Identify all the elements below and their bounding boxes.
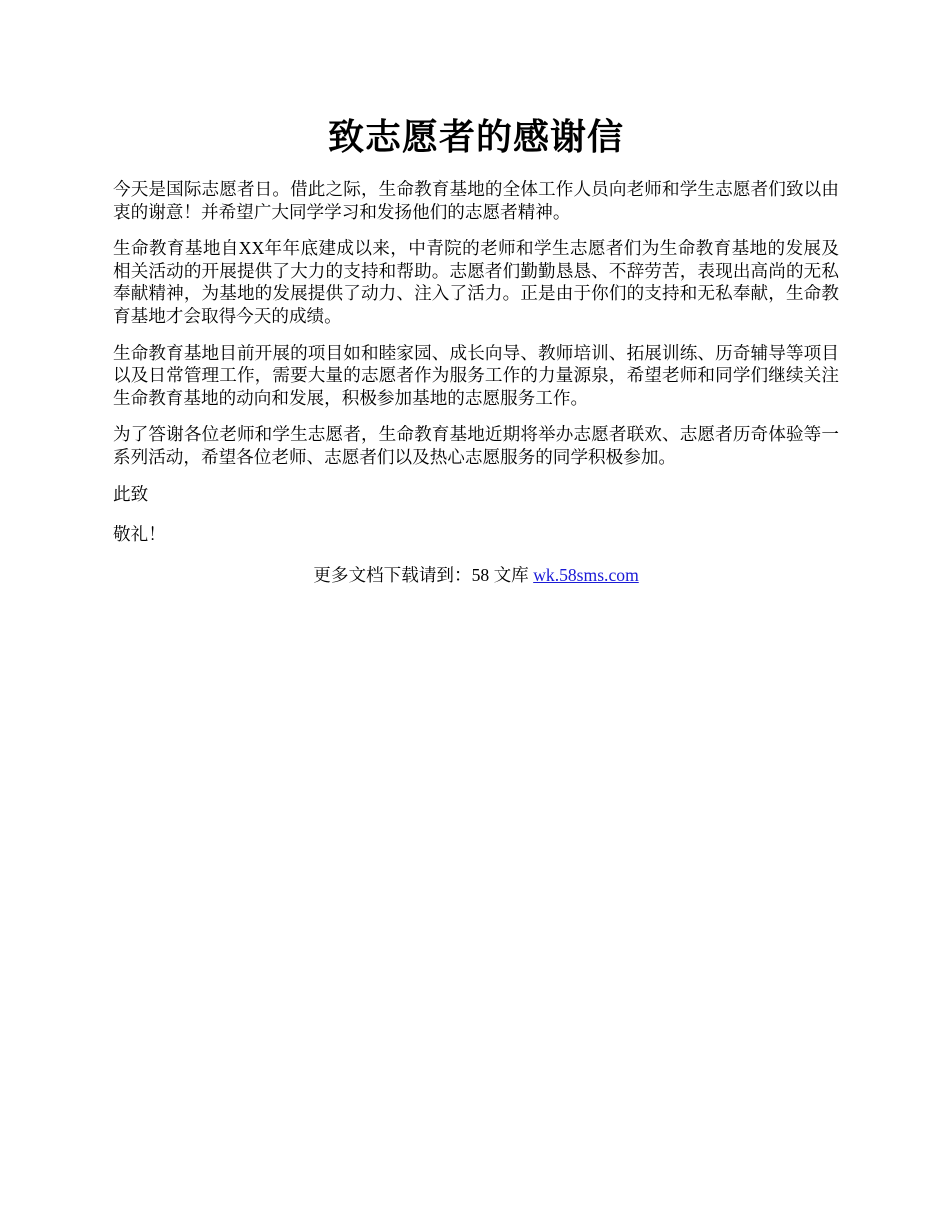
document-title: 致志愿者的感谢信	[327, 117, 624, 157]
paragraph-4: 为了答谢各位老师和学生志愿者，生命教育基地近期将举办志愿者联欢、志愿者历奇体验等一系列活动，希望各位老师、志愿者们以及热心志愿服务的同学积极参加。	[113, 424, 839, 467]
letter-body	[113, 178, 839, 546]
document-page	[113, 112, 839, 586]
paragraph-2: 生命教育基地自XX年年底建成以来，中青院的老师和学生志愿者们为生命教育基地的发展及相关活动的开展提供了大力的支持和帮助。志愿者们勤勤恳恳、不辞劳苦，表现出高尚的无私奉献精神，为基地的发展提供了动力、注入了活力。正是由于你们的支持和无私奉献，生命教育基地才会取得今天的成绩。	[113, 238, 839, 326]
closing-salutation: 此致	[113, 483, 149, 504]
footer-text: 更多文档下载请到：58 文库	[313, 564, 534, 585]
paragraph-3: 生命教育基地目前开展的项目如和睦家园、成长向导、教师培训、拓展训练、历奇辅导等项目以及日常管理工作，需要大量的志愿者作为服务工作的力量源泉，希望老师和同学们继续关注生命教育基地的动向和发展，积极参加基地的志愿服务工作。	[113, 342, 839, 408]
footer-link[interactable]: wk.58sms.com	[533, 564, 639, 585]
download-footer	[113, 564, 839, 587]
closing-regards: 敬礼！	[113, 524, 166, 545]
paragraph-1: 今天是国际志愿者日。借此之际，生命教育基地的全体工作人员向老师和学生志愿者们致以由衷的谢意！并希望广大同学学习和发扬他们的志愿者精神。	[113, 179, 839, 222]
